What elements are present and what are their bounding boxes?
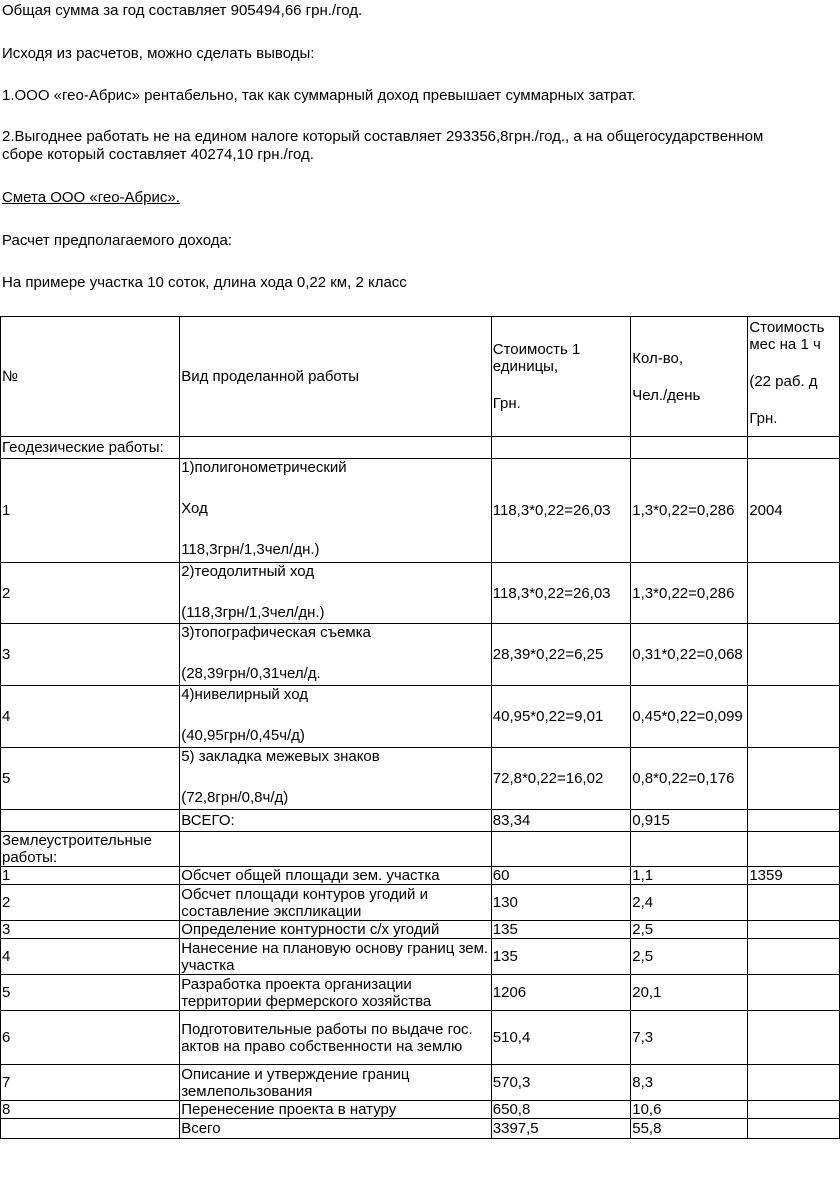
geo-row-4-qty: 0,45*0,22=0,099: [631, 686, 748, 748]
header-monthly-cost: [748, 317, 840, 437]
header-monthly-line3: (22 раб. д: [749, 373, 818, 390]
geo-row-1-work: [180, 459, 492, 563]
geo-row-3-work: [180, 624, 492, 686]
land-row-3-number: 3: [1, 921, 180, 939]
geo-total-label: ВСЕГО:: [180, 810, 492, 832]
geo-row-5-work: [180, 748, 492, 810]
geo-row-1-work-line2: Ход: [181, 500, 208, 517]
header-unit-cost-line3: Грн.: [492, 395, 521, 412]
land-row-6-work: Подготовительные работы по выдаче гос. актов на право собственности на землю: [180, 1011, 492, 1065]
land-row-7-cost: 570,3: [491, 1065, 630, 1101]
geo-row-2-qty: 1,3*0,22=0,286: [631, 563, 748, 624]
header-unit-cost-line1: Стоимость 1: [492, 341, 581, 358]
geo-row-5-number: 5: [1, 748, 180, 810]
geo-total-cost: 83,34: [491, 810, 630, 832]
geo-row-3-month: [748, 624, 840, 686]
land-row-8-number: 8: [1, 1101, 180, 1119]
geo-row-4-work: [180, 686, 492, 748]
header-monthly-line1: Стоимость: [749, 319, 825, 336]
geo-row-2-number: 2: [1, 563, 180, 624]
land-row-2-number: 2: [1, 885, 180, 921]
geo-row-2-work: [180, 563, 492, 624]
land-row-6-cost: 510,4: [491, 1011, 630, 1065]
estimate-heading: Смета ООО «гео-Абрис».: [2, 189, 180, 206]
section-land-row: [1, 832, 840, 867]
section-geodetic-row: [1, 437, 840, 459]
geo-row-4-cost: 40,95*0,22=9,01: [491, 686, 630, 748]
land-row-7-work: Описание и утверждение границ землепользования: [180, 1065, 492, 1101]
land-row-2-cost: 130: [491, 885, 630, 921]
geo-row-5-qty: 0,8*0,22=0,176: [631, 748, 748, 810]
header-quantity: [631, 317, 748, 437]
geo-row-2-work-line1: 2)теодолитный ход: [181, 563, 315, 580]
geo-row-3-work-line1: 3)топографическая съемка: [181, 624, 371, 641]
table-row: [1, 686, 840, 748]
land-row-8-cost: 650,8: [491, 1101, 630, 1119]
land-total-label: Всего: [180, 1119, 492, 1139]
income-heading: Расчет предполагаемого дохода:: [2, 232, 233, 249]
header-work-type: Вид проделанной работы: [180, 317, 492, 437]
land-row-1-month: 1359: [748, 867, 840, 885]
table-row: [1, 885, 840, 921]
land-row-4-qty: 2,5: [631, 939, 748, 975]
table-row: [1, 975, 840, 1011]
land-row-4-work: Нанесение на плановую основу границ зем. участка: [180, 939, 492, 975]
land-row-2-work: Обсчет площади контуров угодий и составление экспликации: [180, 885, 492, 921]
land-row-6-number: 6: [1, 1011, 180, 1065]
estimate-table: [0, 316, 840, 1139]
land-row-8-qty: 10,6: [631, 1101, 748, 1119]
geo-row-1-work-line3: 118,3грн/1,3чел/дн.): [181, 541, 320, 558]
land-row-8-month: [748, 1101, 840, 1119]
geo-row-5-work-line2: (72,8грн/0,8ч/д): [181, 789, 289, 806]
geo-row-4-work-line1: 4)нивелирный ход: [181, 686, 309, 703]
geo-row-4-work-line2: (40,95грн/0,45ч/д): [181, 727, 305, 744]
geo-row-3-cost: 28,39*0,22=6,25: [491, 624, 630, 686]
land-row-5-cost: 1206: [491, 975, 630, 1011]
geo-row-1-month: 2004: [748, 459, 840, 563]
land-row-3-work: Определение контурности с/х угодий: [180, 921, 492, 939]
header-quantity-line2: Чел./день: [632, 386, 701, 404]
geo-total-qty: 0,915: [631, 810, 748, 832]
section-geodetic-label: Геодезические работы:: [1, 437, 180, 459]
land-row-4-month: [748, 939, 840, 975]
geo-row-2-cost: 118,3*0,22=26,03: [491, 563, 630, 624]
table-header-row: [1, 317, 840, 437]
land-total-cost: 3397,5: [491, 1119, 630, 1139]
land-row-5-month: [748, 975, 840, 1011]
geo-row-3-work-line2: (28,39грн/0,31чел/д.: [181, 665, 321, 682]
geo-total-row: [1, 810, 840, 832]
geo-row-3-number: 3: [1, 624, 180, 686]
section-land-label: Землеустроительные работы:: [1, 832, 180, 867]
land-row-1-cost: 60: [491, 867, 630, 885]
land-row-2-month: [748, 885, 840, 921]
land-row-2-qty: 2,4: [631, 885, 748, 921]
geo-row-1-qty: 1,3*0,22=0,286: [631, 459, 748, 563]
land-row-3-qty: 2,5: [631, 921, 748, 939]
land-row-1-qty: 1,1: [631, 867, 748, 885]
land-row-6-month: [748, 1011, 840, 1065]
geo-row-4-number: 4: [1, 686, 180, 748]
header-monthly-line4: Грн.: [749, 410, 778, 427]
geo-row-1-cost: 118,3*0,22=26,03: [491, 459, 630, 563]
land-row-6-qty: 7,3: [631, 1011, 748, 1065]
land-row-4-cost: 135: [491, 939, 630, 975]
land-row-5-qty: 20,1: [631, 975, 748, 1011]
geo-row-2-work-line2: (118,3грн/1,3чел/дн.): [181, 604, 325, 621]
land-row-1-work: Обсчет общей площади зем. участка: [180, 867, 492, 885]
geo-row-1-number: 1: [1, 459, 180, 563]
table-row: [1, 563, 840, 624]
table-row: [1, 939, 840, 975]
conclusion-2-line2: сборе который составляет 40274,10 грн./год.: [2, 146, 314, 163]
land-row-7-qty: 8,3: [631, 1065, 748, 1101]
table-row: [1, 1011, 840, 1065]
header-number: №: [1, 317, 180, 437]
geo-row-5-cost: 72,8*0,22=16,02: [491, 748, 630, 810]
header-unit-cost: [491, 317, 630, 437]
geo-row-5-month: [748, 748, 840, 810]
land-row-5-work: Разработка проекта организации территории фермерского хозяйства: [180, 975, 492, 1011]
table-row: [1, 921, 840, 939]
land-total-qty: 55,8: [631, 1119, 748, 1139]
land-row-4-number: 4: [1, 939, 180, 975]
land-row-5-number: 5: [1, 975, 180, 1011]
table-row: [1, 1101, 840, 1119]
land-total-row: [1, 1119, 840, 1139]
conclusion-2-line1: 2.Выгоднее работать не на едином налоге который составляет 293356,8грн./год., а на общегосударственном: [2, 128, 764, 145]
table-row: [1, 459, 840, 563]
land-row-3-month: [748, 921, 840, 939]
land-row-8-work: Перенесение проекта в натуру: [180, 1101, 492, 1119]
conclusion-1: 1.ООО «гео-Абрис» рентабельно, так как суммарный доход превышает суммарных затрат.: [2, 87, 636, 104]
conclusions-intro: Исходя из расчетов, можно сделать выводы:: [2, 45, 315, 62]
land-row-1-number: 1: [1, 867, 180, 885]
geo-row-3-qty: 0,31*0,22=0,068: [631, 624, 748, 686]
header-unit-cost-line2: единицы,: [492, 358, 559, 375]
geo-row-1-work-line1: 1)полигонометрический: [181, 459, 347, 476]
table-row: [1, 624, 840, 686]
header-monthly-line2: мес на 1 ч: [749, 336, 821, 353]
land-row-7-month: [748, 1065, 840, 1101]
table-row: [1, 748, 840, 810]
geo-row-5-work-line1: 5) закладка межевых знаков: [181, 748, 380, 765]
table-row: [1, 1065, 840, 1101]
plot-example: На примере участка 10 соток, длина хода 0,22 км, 2 класс: [2, 274, 407, 291]
geo-row-4-month: [748, 686, 840, 748]
table-row: [1, 867, 840, 885]
geo-row-2-month: [748, 563, 840, 624]
summary-line: Общая сумма за год составляет 905494,66 грн./год.: [2, 2, 363, 19]
header-quantity-line1: Кол-во,: [632, 349, 684, 367]
land-row-7-number: 7: [1, 1065, 180, 1101]
land-row-3-cost: 135: [491, 921, 630, 939]
